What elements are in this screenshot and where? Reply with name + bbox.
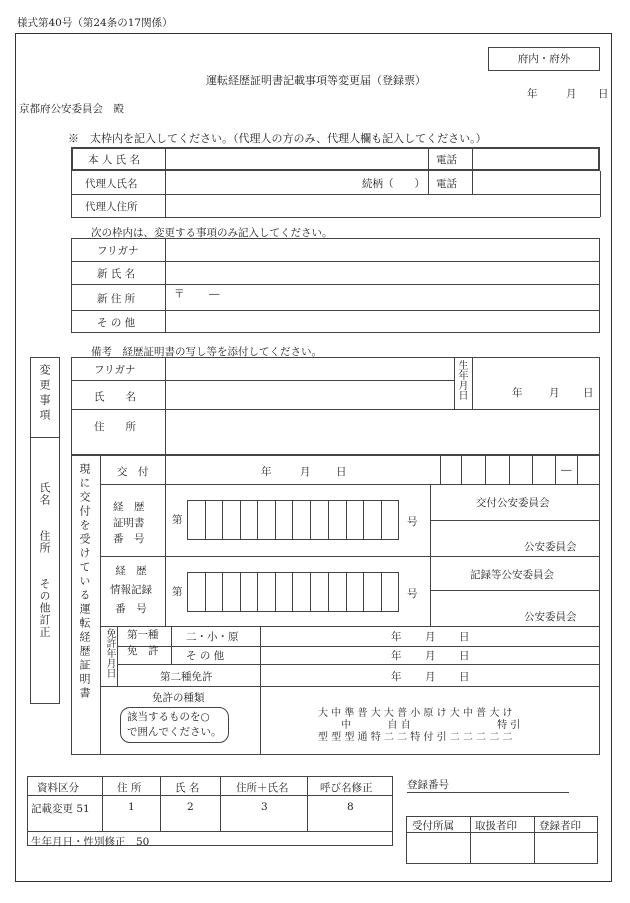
issue-day: 日 [336, 466, 347, 478]
form-title: 運転経歴証明書記載事項等変更届（登録票） [206, 74, 426, 87]
date-month: 月 [566, 88, 577, 100]
license-side-label: 現に交付を受けている運転経歴証明書 [78, 463, 91, 701]
birth-label: 生年月日 [456, 360, 467, 400]
class1-month: 月 [425, 631, 436, 643]
footer-header-1: 住 所 [117, 782, 142, 794]
relation-label: 続柄（ ） [362, 178, 425, 190]
class1-sub2: そ の 他 [186, 650, 225, 662]
change-note: 次の枠内は、変更する事項のみ記入してください。 [91, 227, 333, 239]
new-name-label: 新 氏 名 [97, 268, 136, 280]
footer-value-3: 8 [347, 801, 354, 813]
correction-label: 氏名 住所 その他訂正 [38, 482, 51, 638]
person-table [71, 357, 600, 455]
change-items-label: 変更事項 [38, 364, 51, 424]
info-go: 号 [407, 588, 418, 600]
footer-header-2: 氏 名 [175, 782, 200, 794]
class1-sub1: 二・小・原 [186, 631, 239, 643]
info-number-boxes[interactable] [187, 572, 399, 612]
types-instruction: 該当するものを○ で囲んでください。 [120, 707, 229, 743]
person-address-label: 住 所 [94, 421, 136, 433]
applicant-name-label: 本 人 氏 名 [88, 154, 141, 166]
license-ymd-label: 免許年月日 [104, 628, 115, 678]
types-row3: 型 型 型 通 特 二 二 特 付 引 二 二 二 二 二 [318, 732, 513, 743]
birth-month: 月 [549, 387, 560, 399]
new-address-label: 新 住 所 [97, 293, 136, 305]
types-label: 免許の種類 [152, 692, 205, 704]
person-furigana-label: フリガナ [94, 364, 136, 376]
footer-header-0: 資料区分 [37, 782, 79, 794]
footer-value-1: 2 [187, 801, 194, 813]
issue-year: 年 [261, 466, 272, 478]
birth-day: 日 [583, 387, 594, 399]
date-day: 日 [598, 88, 609, 100]
applicant-tel-label: 電話 [436, 154, 457, 166]
birth-year: 年 [512, 387, 523, 399]
addressee: 京都府公安委員会 殿 [19, 103, 124, 115]
issuing-commission-label: 交付公安委員会 [476, 497, 550, 509]
other-label: そ の 他 [97, 317, 136, 329]
registrar-label: 登録者印 [539, 820, 581, 832]
footer-header-3: 住所＋氏名 [236, 782, 289, 794]
furigana-label: フリガナ [97, 245, 139, 257]
class1b-day: 日 [459, 650, 470, 662]
cert-go: 号 [407, 516, 418, 528]
types-row1: 大 中 準 普 大 大 普 小 原 け 大 中 普 大 け [318, 708, 513, 719]
class1-year: 年 [391, 631, 402, 643]
class2-month: 月 [425, 671, 436, 683]
types-row2: 中 自 自 特 引 [318, 720, 521, 731]
issue-label: 交 付 [117, 466, 149, 478]
reg-no-label: 登録番号 [407, 779, 449, 791]
remarks: 備考 経歴証明書の写し等を添付してください。 [91, 346, 322, 358]
footer-header-4: 呼び名修正 [320, 782, 373, 794]
footer-birth-sex: 生年月日・性別修正 50 [31, 836, 150, 848]
office-label: 受付所属 [412, 820, 454, 832]
class1b-year: 年 [391, 650, 402, 662]
info-no-label: 経 歴 情報記録 番 号 [110, 565, 152, 615]
cert-dai: 第 [172, 514, 183, 526]
footer-value-2: 3 [261, 801, 268, 813]
agent-tel-label: 電話 [436, 178, 457, 190]
date-year: 年 [527, 88, 538, 100]
class2-year: 年 [391, 671, 402, 683]
change-fields-table [71, 238, 600, 333]
record-commission-label: 記録等公安委員会 [470, 569, 554, 581]
person-name-label: 氏 名 [94, 391, 136, 403]
record-commission-suffix: 公安委員会 [524, 611, 577, 623]
info-dai: 第 [172, 586, 183, 598]
issue-dash: ― [561, 464, 572, 476]
class1b-month: 月 [425, 650, 436, 662]
class1-label: 第一種 免 許 [127, 629, 159, 657]
cert-number-boxes[interactable] [187, 500, 399, 540]
cert-no-label: 経 歴 証明書 番 号 [113, 501, 145, 545]
agent-name-label: 代理人氏名 [85, 178, 138, 190]
handler-label: 取扱者印 [475, 820, 517, 832]
class2-label: 第二種免許 [160, 671, 213, 683]
class1-day: 日 [459, 631, 470, 643]
form-number: 様式第40号（第24条の17関係） [17, 17, 173, 29]
class2-day: 日 [459, 671, 470, 683]
issue-month: 月 [300, 466, 311, 478]
footer-value-0: 1 [128, 801, 135, 813]
applicant-name-row [71, 147, 600, 171]
postal-mark: 〒 ― [174, 288, 220, 300]
footer-row-label: 記載変更 51 [31, 803, 90, 815]
issuing-commission-suffix: 公安委員会 [524, 541, 577, 553]
instruction: ※ 太枠内を記入してください。（代理人の方のみ、代理人欄も記入してください。） [68, 132, 487, 145]
agent-address-label: 代理人住所 [85, 201, 138, 213]
pref-box[interactable]: 府内・府外 [488, 47, 600, 71]
